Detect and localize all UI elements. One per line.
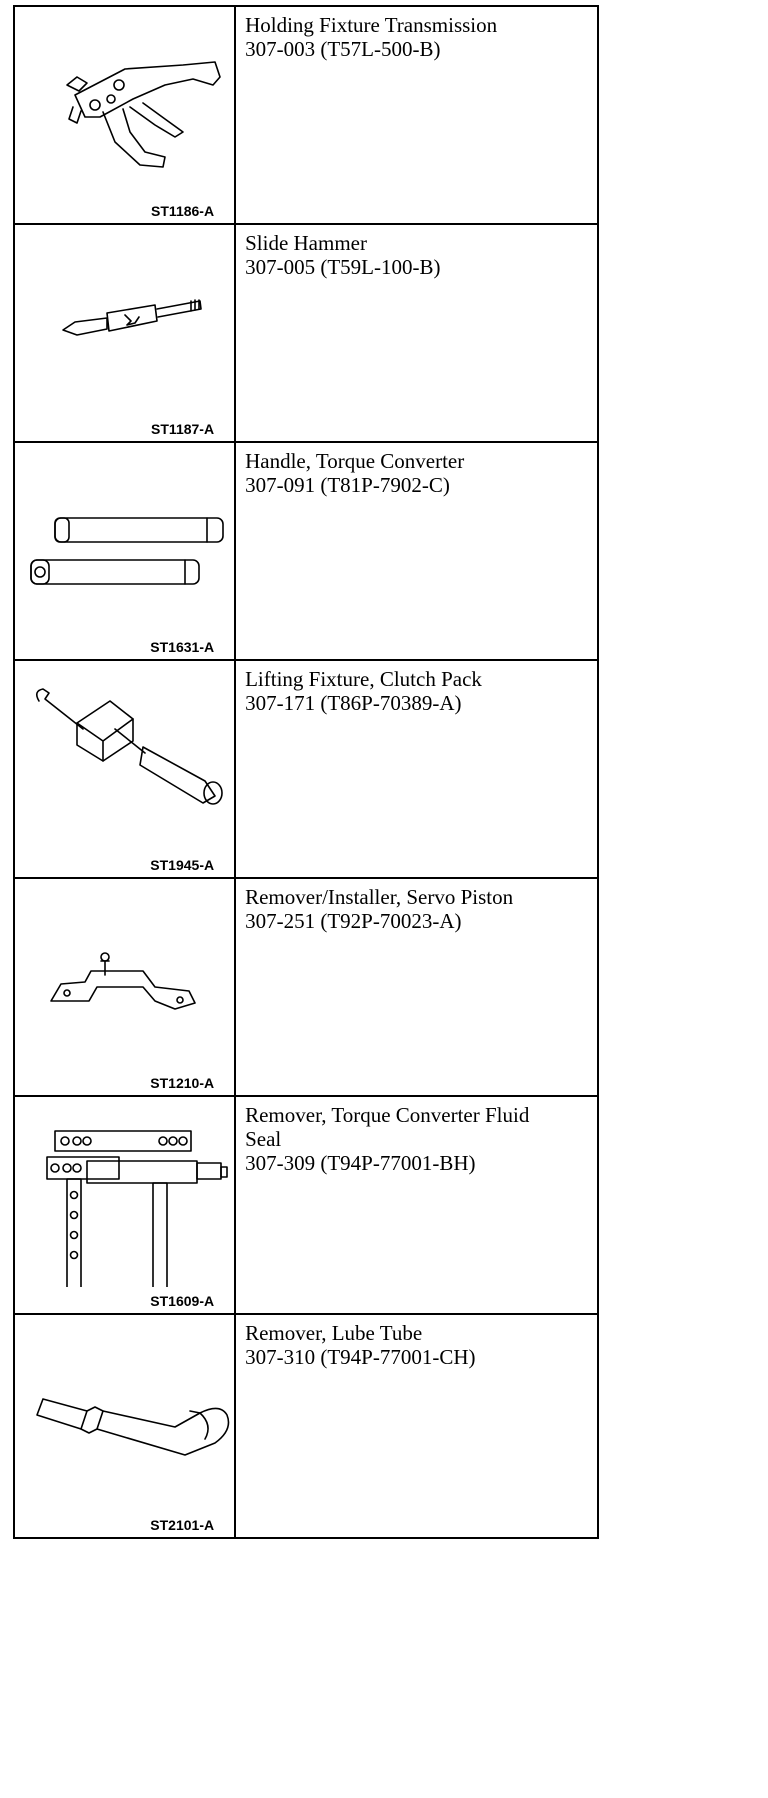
table-row bbox=[14, 6, 598, 224]
image-code: ST1186-A bbox=[151, 203, 215, 219]
tool-number: 307-310 (T94P-77001-CH) bbox=[245, 1345, 476, 1369]
servo-piston-tool-icon bbox=[15, 879, 243, 1069]
tool-name: Lifting Fixture, Clutch Pack bbox=[245, 667, 482, 691]
tool-description-cell bbox=[235, 224, 598, 442]
tool-illustration-cell bbox=[14, 224, 235, 442]
special-tools-table bbox=[13, 5, 599, 1539]
tool-name: Slide Hammer bbox=[245, 231, 367, 255]
tool-number: 307-005 (T59L-100-B) bbox=[245, 255, 441, 279]
table-row bbox=[14, 442, 598, 660]
slide-hammer-icon bbox=[15, 225, 243, 415]
torque-converter-handle-icon bbox=[15, 443, 243, 633]
tool-illustration-cell bbox=[14, 660, 235, 878]
tool-description-cell bbox=[235, 6, 598, 224]
tool-description-cell bbox=[235, 660, 598, 878]
tool-name: Handle, Torque Converter bbox=[245, 449, 465, 473]
tool-illustration-cell bbox=[14, 6, 235, 224]
tool-number: 307-091 (T81P-7902-C) bbox=[245, 473, 450, 497]
image-code: ST1210-A bbox=[150, 1075, 215, 1091]
tool-illustration-cell bbox=[14, 442, 235, 660]
holding-fixture-icon bbox=[15, 7, 243, 197]
table-row bbox=[14, 224, 598, 442]
tool-name: Holding Fixture Transmission bbox=[245, 13, 498, 37]
tool-description-cell bbox=[235, 1314, 598, 1538]
table-row bbox=[14, 660, 598, 878]
tool-number: 307-003 (T57L-500-B) bbox=[245, 37, 441, 61]
image-code: ST1631-A bbox=[150, 639, 215, 655]
tool-description-cell bbox=[235, 1096, 598, 1314]
lifting-fixture-icon bbox=[15, 661, 243, 851]
seal-remover-icon bbox=[15, 1097, 243, 1287]
tool-description-cell bbox=[235, 442, 598, 660]
tool-illustration-cell bbox=[14, 1096, 235, 1314]
tool-name: Remover, Torque Converter Fluid Seal bbox=[245, 1103, 530, 1151]
image-code: ST1187-A bbox=[151, 421, 215, 437]
table-row bbox=[14, 1314, 598, 1538]
tool-illustration-cell bbox=[14, 1314, 235, 1538]
tool-number: 307-309 (T94P-77001-BH) bbox=[245, 1151, 476, 1175]
image-code: ST1609-A bbox=[150, 1293, 215, 1309]
image-code: ST1945-A bbox=[150, 857, 215, 873]
table-row bbox=[14, 1096, 598, 1314]
lube-tube-remover-icon bbox=[15, 1315, 243, 1505]
tool-name: Remover/Installer, Servo Piston bbox=[245, 885, 514, 909]
tool-illustration-cell bbox=[14, 878, 235, 1096]
tool-number: 307-171 (T86P-70389-A) bbox=[245, 691, 462, 715]
image-code: ST2101-A bbox=[150, 1517, 215, 1533]
tool-name: Remover, Lube Tube bbox=[245, 1321, 423, 1345]
table-row bbox=[14, 878, 598, 1096]
tool-description-cell bbox=[235, 878, 598, 1096]
tool-number: 307-251 (T92P-70023-A) bbox=[245, 909, 462, 933]
